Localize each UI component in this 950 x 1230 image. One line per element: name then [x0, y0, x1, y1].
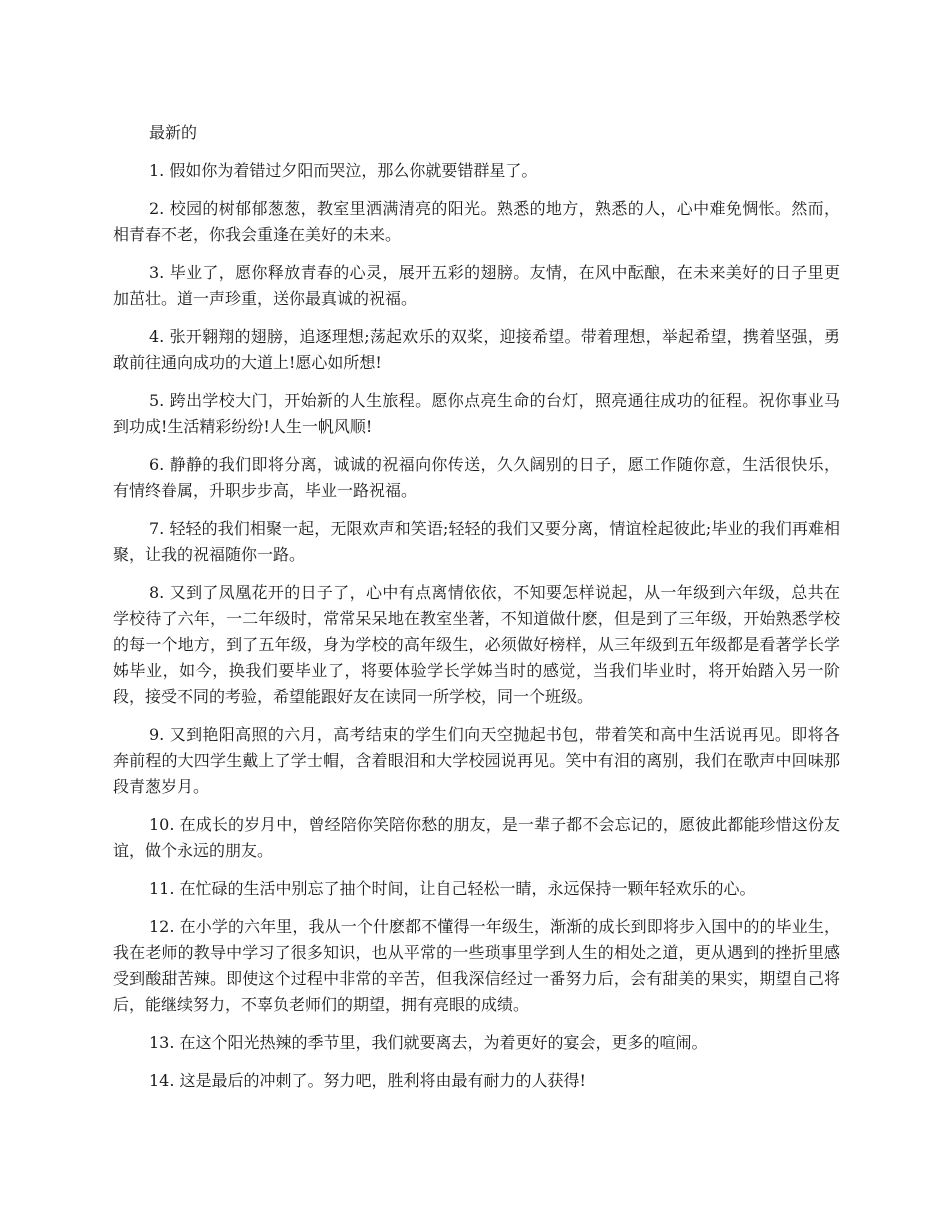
paragraph-2: 2. 校园的树郁郁葱葱，教室里洒满清亮的阳光。熟悉的地方，熟悉的人，心中难免惆怅。然而，相青春不老，你我会重逢在美好的未来。 [113, 199, 840, 244]
paragraph-11: 11. 在忙碌的生活中别忘了抽个时间，让自己轻松一睛，永远保持一颗年轻欢乐的心。 [149, 879, 756, 898]
paragraph-4: 4. 张开翱翔的翅膀，追逐理想;荡起欢乐的双桨，迎接希望。带着理想，举起希望，携着坚强，勇敢前往通向成功的大道上!愿心如所想! [113, 327, 840, 372]
paragraph-10: 10. 在成长的岁月中，曾经陪你笑陪你愁的朋友，是一辈子都不会忘记的，愿彼此都能珍惜这份友谊，做个永远的朋友。 [113, 815, 840, 860]
paragraph-8: 8. 又到了凤凰花开的日子了，心中有点离情依依，不知要怎样说起，从一年级到六年级，总共在学校待了六年，一二年级时，常常呆呆地在教室坐著，不知道做什麽，但是到了三年级，开始熟悉学校的每一个地方，到了五年级，身为学校的高年级生，必须做好榜样，从三年级到五年级都是看著学长学姊毕业，如今，换我们要毕业了，将要体验学长学姊当时的感觉，当我们毕业时，将开始踏入另一阶段，接受不同的考验，希望能跟好友在读同一所学校，同一个班级。 [113, 583, 840, 706]
paragraph-13: 13. 在这个阳光热辣的季节里，我们就要离去，为着更好的宴会，更多的喧闹。 [149, 1033, 708, 1052]
paragraph-12: 12. 在小学的六年里，我从一个什麽都不懂得一年级生，渐渐的成长到即将步入国中的的毕业生，我在老师的教导中学习了很多知识，也从平常的一些琐事里学到人生的相处之道，更从遇到的挫折里感受到酸甜苦辣。即使这个过程中非常的辛苦，但我深信经过一番努力后，会有甜美的果实，期望自己将后，能继续努力，不辜负老师们的期望，拥有亮眼的成绩。 [113, 917, 840, 1014]
paragraph-3: 3. 毕业了，愿你释放青春的心灵，展开五彩的翅膀。友情，在风中酝酿，在未来美好的日子里更加茁壮。道一声珍重，送你最真诚的祝福。 [113, 263, 840, 308]
paragraph-1: 1. 假如你为着错过夕阳而哭泣，那么你就要错群星了。 [149, 161, 538, 180]
paragraph-9: 9. 又到艳阳高照的六月，高考结束的学生们向天空抛起书包，带着笑和高中生活说再见。即将各奔前程的大四学生戴上了学士帽，含着眼泪和大学校园说再见。笑中有泪的离别，我们在歌声中回味那段青葱岁月。 [113, 725, 840, 796]
paragraph-6: 6. 静静的我们即将分离，诚诚的祝福向你传送，久久阔别的日子，愿工作随你意，生活很快乐，有情终眷属，升职步步高，毕业一路祝福。 [113, 455, 840, 500]
paragraph-5: 5. 跨出学校大门，开始新的人生旅程。愿你点亮生命的台灯，照亮通往成功的征程。祝你事业马到功成!生活精彩纷纷!人生一帆风顺! [113, 391, 840, 436]
document-page [113, 120, 840, 1106]
paragraph-7: 7. 轻轻的我们相聚一起，无限欢声和笑语;轻轻的我们又要分离，情谊栓起彼此;毕业的我们再难相聚，让我的祝福随你一路。 [113, 519, 840, 564]
document-title: 最新的 [149, 123, 198, 142]
paragraph-14: 14. 这是最后的冲刺了。努力吧，胜利将由最有耐力的人获得! [149, 1071, 586, 1090]
